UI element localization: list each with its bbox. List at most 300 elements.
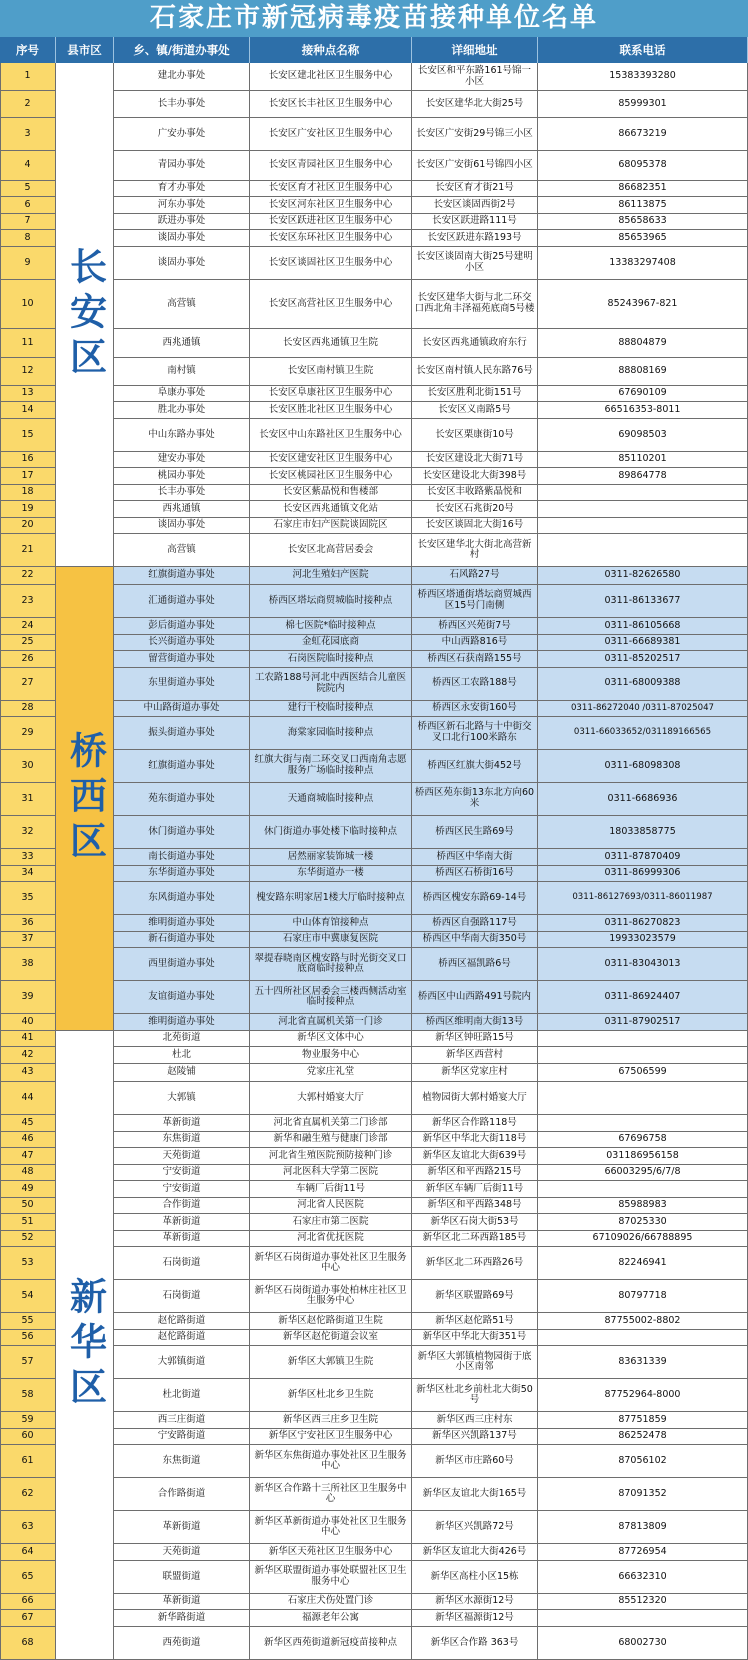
site-name-cell: 新华区大郭镇卫生院 [250, 1346, 412, 1379]
subdistrict-cell: 杜北 [114, 1047, 250, 1064]
subdistrict-cell: 合作街道 [114, 1198, 250, 1215]
site-name-cell: 长安区桃园社区卫生服务中心 [250, 468, 412, 485]
site-name-cell: 长安区跃进社区卫生服务中心 [250, 214, 412, 231]
subdistrict-cell: 彭后街道办事处 [114, 618, 250, 635]
address-cell: 植物园街大郭村婚宴大厅 [412, 1082, 538, 1115]
address-cell: 长安区胜利北街151号 [412, 386, 538, 403]
address-cell: 新华区中华北大街351号 [412, 1330, 538, 1347]
phone-cell: 0311-6686936 [538, 783, 748, 816]
address-cell: 长安区西兆通镇政府东行 [412, 329, 538, 357]
site-name-cell: 长安区紫晶悦和售楼部 [250, 485, 412, 502]
site-name-cell: 新华和融生殖与健康门诊部 [250, 1132, 412, 1149]
phone-cell: 0311-83043013 [538, 948, 748, 981]
phone-cell: 67696758 [538, 1132, 748, 1149]
serial-cell: 36 [0, 915, 56, 932]
phone-cell [538, 1181, 748, 1198]
phone-cell: 87752964-8000 [538, 1379, 748, 1412]
subdistrict-cell: 西兆通镇 [114, 329, 250, 357]
serial-cell: 64 [0, 1544, 56, 1561]
address-cell: 长安区建华大街与北二环交口西北角丰泽福苑底商5号楼 [412, 280, 538, 330]
subdistrict-cell: 留营街道办事处 [114, 651, 250, 668]
subdistrict-cell: 大郭镇 [114, 1082, 250, 1115]
address-cell: 新华区福源街12号 [412, 1610, 538, 1627]
site-name-cell: 石家庄犬伤处置门诊 [250, 1594, 412, 1611]
serial-cell: 30 [0, 750, 56, 783]
phone-cell: 87056102 [538, 1445, 748, 1478]
phone-cell: 87751859 [538, 1412, 748, 1429]
phone-cell [538, 1082, 748, 1115]
site-name-cell: 新华区东焦街道办事处社区卫生服务中心 [250, 1445, 412, 1478]
phone-cell: 87091352 [538, 1478, 748, 1511]
site-name-cell: 长安区建北社区卫生服务中心 [250, 63, 412, 91]
serial-cell: 26 [0, 651, 56, 668]
site-name-cell: 新华区赵佗路街道卫生院 [250, 1313, 412, 1330]
site-name-cell: 长安区胜北社区卫生服务中心 [250, 402, 412, 419]
subdistrict-cell: 宁安街道 [114, 1165, 250, 1182]
site-name-cell: 棉七医院*临时接种点 [250, 618, 412, 635]
address-cell: 桥西区维明南大街13号 [412, 1014, 538, 1031]
serial-cell: 46 [0, 1132, 56, 1149]
serial-cell: 67 [0, 1610, 56, 1627]
subdistrict-cell: 高营镇 [114, 280, 250, 330]
address-cell: 长安区广安街29号锦三小区 [412, 118, 538, 151]
address-cell: 长安区建设北大街398号 [412, 468, 538, 485]
header-district: 县市区 [56, 37, 114, 63]
phone-cell: 031186956158 [538, 1148, 748, 1165]
subdistrict-cell: 赵佗路街道 [114, 1330, 250, 1347]
site-name-cell: 河北省直属机关第二门诊部 [250, 1115, 412, 1132]
address-cell: 长安区广安街61号锦四小区 [412, 151, 538, 180]
address-cell: 新华区北二环西路185号 [412, 1231, 538, 1248]
site-name-cell: 河北省生殖医院预防接种门诊 [250, 1148, 412, 1165]
subdistrict-cell: 革新街道 [114, 1115, 250, 1132]
subdistrict-cell: 长丰办事处 [114, 485, 250, 502]
subdistrict-cell: 赵陵铺 [114, 1064, 250, 1083]
subdistrict-cell: 东焦街道 [114, 1132, 250, 1149]
serial-cell: 51 [0, 1214, 56, 1231]
address-cell: 桥西区槐安东路69-14号 [412, 882, 538, 915]
serial-cell: 59 [0, 1412, 56, 1429]
address-cell: 桥西区福凯路6号 [412, 948, 538, 981]
address-cell: 桥西区中山西路491号院内 [412, 981, 538, 1014]
address-cell: 桥西区兴苑街7号 [412, 618, 538, 635]
phone-cell: 68002730 [538, 1627, 748, 1660]
phone-cell: 85658633 [538, 214, 748, 231]
serial-cell: 23 [0, 585, 56, 618]
site-name-cell: 长安区广安社区卫生服务中心 [250, 118, 412, 151]
serial-cell: 42 [0, 1047, 56, 1064]
subdistrict-cell: 东风街道办事处 [114, 882, 250, 915]
site-name-cell: 福源老年公寓 [250, 1610, 412, 1627]
phone-cell: 0311-68009388 [538, 668, 748, 701]
phone-cell: 19933023579 [538, 932, 748, 949]
serial-cell: 21 [0, 534, 56, 567]
subdistrict-cell: 跃进办事处 [114, 214, 250, 231]
address-cell: 长安区跃进东路193号 [412, 230, 538, 247]
site-name-cell: 长安区中山东路社区卫生服务中心 [250, 419, 412, 452]
phone-cell: 0311-85202517 [538, 651, 748, 668]
address-cell: 桥西区红旗大街452号 [412, 750, 538, 783]
serial-cell: 28 [0, 701, 56, 718]
site-name-cell: 槐安路东明家居1楼大厅临时接种点 [250, 882, 412, 915]
address-cell: 长安区谈固南大街25号建明小区 [412, 247, 538, 280]
address-cell: 新华区兴凯路72号 [412, 1511, 538, 1544]
subdistrict-cell: 胜北办事处 [114, 402, 250, 419]
phone-cell: 0311-68098308 [538, 750, 748, 783]
serial-cell: 37 [0, 932, 56, 949]
serial-cell: 47 [0, 1148, 56, 1165]
site-name-cell: 新华区文体中心 [250, 1031, 412, 1048]
header-subdistrict: 乡、镇/街道办事处 [114, 37, 250, 63]
site-name-cell: 新华区宁安社区卫生服务中心 [250, 1429, 412, 1446]
header-site-name: 接种点名称 [250, 37, 412, 63]
subdistrict-cell: 阜康办事处 [114, 386, 250, 403]
phone-cell: 88808169 [538, 358, 748, 386]
phone-cell: 66003295/6/7/8 [538, 1165, 748, 1182]
phone-cell [538, 1047, 748, 1064]
address-cell: 长安区谈固北大街16号 [412, 518, 538, 535]
address-cell: 桥西区永安街160号 [412, 701, 538, 718]
site-name-cell: 长安区阜康社区卫生服务中心 [250, 386, 412, 403]
serial-cell: 49 [0, 1181, 56, 1198]
phone-cell: 86252478 [538, 1429, 748, 1446]
subdistrict-cell: 育才办事处 [114, 181, 250, 198]
site-name-cell: 长安区南村镇卫生院 [250, 358, 412, 386]
phone-cell: 86673219 [538, 118, 748, 151]
serial-cell: 39 [0, 981, 56, 1014]
address-cell: 新华区友谊北大街639号 [412, 1148, 538, 1165]
district-cell [56, 567, 114, 1030]
address-cell: 新华区合作路118号 [412, 1115, 538, 1132]
serial-cell: 22 [0, 567, 56, 585]
address-cell: 新华区合作路 363号 [412, 1627, 538, 1660]
site-name-cell: 金虹花园底商 [250, 635, 412, 652]
phone-cell: 0311-86924407 [538, 981, 748, 1014]
serial-cell: 25 [0, 635, 56, 652]
site-name-cell: 长安区河东社区卫生服务中心 [250, 197, 412, 214]
subdistrict-cell: 南村镇 [114, 358, 250, 386]
phone-cell: 87025330 [538, 1214, 748, 1231]
serial-cell: 16 [0, 452, 56, 469]
phone-cell: 15383393280 [538, 63, 748, 91]
address-cell: 新华区友谊北大街165号 [412, 1478, 538, 1511]
address-cell: 桥西区中华南大街 [412, 849, 538, 866]
address-cell: 桥西区苑东街13东北方向60米 [412, 783, 538, 816]
subdistrict-cell: 振头街道办事处 [114, 717, 250, 750]
serial-cell: 43 [0, 1064, 56, 1083]
subdistrict-cell: 东华街道办事处 [114, 866, 250, 883]
subdistrict-cell: 宁安街道 [114, 1181, 250, 1198]
serial-cell: 66 [0, 1594, 56, 1611]
address-cell: 长安区丰收路紫晶悦和 [412, 485, 538, 502]
address-cell: 新华区西营村 [412, 1047, 538, 1064]
district-name: 桥西区 [63, 731, 107, 867]
site-name-cell: 新华区天苑社区卫生服务中心 [250, 1544, 412, 1561]
phone-cell: 13383297408 [538, 247, 748, 280]
serial-cell: 52 [0, 1231, 56, 1248]
phone-cell: 85110201 [538, 452, 748, 469]
phone-cell: 0311-87870409 [538, 849, 748, 866]
subdistrict-cell: 革新街道 [114, 1511, 250, 1544]
site-name-cell: 东华街道办一楼 [250, 866, 412, 883]
serial-cell: 44 [0, 1082, 56, 1115]
phone-cell: 87813809 [538, 1511, 748, 1544]
address-cell: 新华区和平西路348号 [412, 1198, 538, 1215]
phone-cell: 0311-66033652/031189166565 [538, 717, 748, 750]
subdistrict-cell: 天苑街道 [114, 1148, 250, 1165]
phone-cell [538, 485, 748, 502]
phone-cell: 0311-86999306 [538, 866, 748, 883]
site-name-cell: 石家庄市中冀康复医院 [250, 932, 412, 949]
serial-cell: 56 [0, 1330, 56, 1347]
address-cell: 长安区育才街21号 [412, 181, 538, 198]
phone-cell: 86682351 [538, 181, 748, 198]
serial-cell: 68 [0, 1627, 56, 1660]
site-name-cell: 红旗大街与南二环交叉口西南角志愿服务广场临时接种点 [250, 750, 412, 783]
phone-cell: 66516353-8011 [538, 402, 748, 419]
address-cell: 桥西区民生路69号 [412, 816, 538, 849]
phone-cell: 86113875 [538, 197, 748, 214]
serial-cell: 57 [0, 1346, 56, 1379]
district-name: 长安区 [63, 247, 107, 383]
address-cell: 长安区谈固西街2号 [412, 197, 538, 214]
subdistrict-cell: 维明街道办事处 [114, 1014, 250, 1031]
site-name-cell: 石岗医院临时接种点 [250, 651, 412, 668]
phone-cell: 0311-86272040 /0311-87025047 [538, 701, 748, 718]
subdistrict-cell: 革新街道 [114, 1214, 250, 1231]
site-name-cell: 物业服务中心 [250, 1047, 412, 1064]
address-cell: 桥西区塔通街塔坛商贸城西区15号门南侧 [412, 585, 538, 618]
subdistrict-cell: 大郭镇街道 [114, 1346, 250, 1379]
subdistrict-cell: 石岗街道 [114, 1247, 250, 1280]
serial-cell: 62 [0, 1478, 56, 1511]
phone-cell [538, 1330, 748, 1347]
phone-cell: 83631339 [538, 1346, 748, 1379]
site-name-cell: 党家庄礼堂 [250, 1064, 412, 1083]
phone-cell: 0311-87902517 [538, 1014, 748, 1031]
district-cell [56, 1031, 114, 1660]
subdistrict-cell: 广安办事处 [114, 118, 250, 151]
serial-cell: 33 [0, 849, 56, 866]
subdistrict-cell: 建北办事处 [114, 63, 250, 91]
serial-cell: 35 [0, 882, 56, 915]
subdistrict-cell: 西兆通镇 [114, 501, 250, 518]
subdistrict-cell: 北苑街道 [114, 1031, 250, 1048]
address-cell: 新华区大郭镇植物园街于底小区南邻 [412, 1346, 538, 1379]
site-name-cell: 工农路188号河北中西医结合儿童医院院内 [250, 668, 412, 701]
serial-cell: 45 [0, 1115, 56, 1132]
subdistrict-cell: 中山路街道办事处 [114, 701, 250, 718]
address-cell: 新华区市庄路60号 [412, 1445, 538, 1478]
site-name-cell: 新华区西苑街道新冠疫苗接种点 [250, 1627, 412, 1660]
subdistrict-cell: 西三庄街道 [114, 1412, 250, 1429]
site-name-cell: 河北省人民医院 [250, 1198, 412, 1215]
site-name-cell: 长安区高营社区卫生服务中心 [250, 280, 412, 330]
subdistrict-cell: 建安办事处 [114, 452, 250, 469]
address-cell: 长安区南村镇人民东路76号 [412, 358, 538, 386]
site-name-cell: 桥西区塔坛商贸城临时接种点 [250, 585, 412, 618]
site-name-cell: 大郭村婚宴大厅 [250, 1082, 412, 1115]
site-name-cell: 河北省优抚医院 [250, 1231, 412, 1248]
site-name-cell: 翠提春晓南区槐安路与时光街交叉口底商临时接种点 [250, 948, 412, 981]
site-name-cell: 休门街道办事处楼下临时接种点 [250, 816, 412, 849]
serial-cell: 14 [0, 402, 56, 419]
serial-cell: 31 [0, 783, 56, 816]
serial-cell: 55 [0, 1313, 56, 1330]
subdistrict-cell: 杜北街道 [114, 1379, 250, 1412]
phone-cell: 82246941 [538, 1247, 748, 1280]
site-name-cell: 新华区革新街道办事处社区卫生服务中心 [250, 1511, 412, 1544]
address-cell: 桥西区工农路188号 [412, 668, 538, 701]
serial-cell: 60 [0, 1429, 56, 1446]
subdistrict-cell: 赵佗路街道 [114, 1313, 250, 1330]
district-cell [56, 63, 114, 567]
subdistrict-cell: 中山东路办事处 [114, 419, 250, 452]
subdistrict-cell: 革新街道 [114, 1594, 250, 1611]
serial-cell: 29 [0, 717, 56, 750]
serial-cell: 18 [0, 485, 56, 502]
header-address: 详细地址 [412, 37, 538, 63]
phone-cell: 68095378 [538, 151, 748, 180]
address-cell: 长安区栗康街10号 [412, 419, 538, 452]
serial-cell: 3 [0, 118, 56, 151]
phone-cell [538, 1031, 748, 1048]
phone-cell: 66632310 [538, 1561, 748, 1594]
address-cell: 新华区杜北乡前杜北大街50号 [412, 1379, 538, 1412]
phone-cell: 85512320 [538, 1594, 748, 1611]
subdistrict-cell: 长兴街道办事处 [114, 635, 250, 652]
site-name-cell: 新华区石岗街道办事处社区卫生服务中心 [250, 1247, 412, 1280]
header-phone: 联系电话 [538, 37, 748, 63]
serial-cell: 61 [0, 1445, 56, 1478]
serial-cell: 27 [0, 668, 56, 701]
serial-cell: 5 [0, 181, 56, 198]
phone-cell [538, 518, 748, 535]
phone-cell: 0311-86105668 [538, 618, 748, 635]
subdistrict-cell: 红旗街道办事处 [114, 567, 250, 585]
subdistrict-cell: 西苑街道 [114, 1627, 250, 1660]
serial-cell: 50 [0, 1198, 56, 1215]
site-name-cell: 长安区青园社区卫生服务中心 [250, 151, 412, 180]
address-cell: 新华区车辆厂后街11号 [412, 1181, 538, 1198]
address-cell: 新华区水源街12号 [412, 1594, 538, 1611]
phone-cell: 80797718 [538, 1280, 748, 1313]
address-cell: 新华区友谊北大街426号 [412, 1544, 538, 1561]
serial-cell: 10 [0, 280, 56, 330]
serial-cell: 53 [0, 1247, 56, 1280]
site-name-cell: 天通商城临时接种点 [250, 783, 412, 816]
subdistrict-cell: 休门街道办事处 [114, 816, 250, 849]
address-cell: 长安区和平东路161号锦一小区 [412, 63, 538, 91]
address-cell: 新华区中华北大街118号 [412, 1132, 538, 1149]
site-name-cell: 河北生殖妇产医院 [250, 567, 412, 585]
serial-cell: 54 [0, 1280, 56, 1313]
site-name-cell: 五十四所社区居委会三楼西侧活动室临时接种点 [250, 981, 412, 1014]
phone-cell: 89864778 [538, 468, 748, 485]
serial-cell: 6 [0, 197, 56, 214]
address-cell: 新华区和平西路215号 [412, 1165, 538, 1182]
table-left-border [0, 63, 1, 1660]
address-cell: 长安区石兆街20号 [412, 501, 538, 518]
serial-cell: 11 [0, 329, 56, 357]
serial-cell: 9 [0, 247, 56, 280]
subdistrict-cell: 谈固办事处 [114, 518, 250, 535]
address-cell: 新华区兴凯路137号 [412, 1429, 538, 1446]
serial-cell: 8 [0, 230, 56, 247]
subdistrict-cell: 红旗街道办事处 [114, 750, 250, 783]
phone-cell: 85243967-821 [538, 280, 748, 330]
site-name-cell: 新华区石岗街道办事处柏林庄社区卫生服务中心 [250, 1280, 412, 1313]
address-cell: 桥西区中华南大街350号 [412, 932, 538, 949]
subdistrict-cell: 桃园办事处 [114, 468, 250, 485]
phone-cell: 85988983 [538, 1198, 748, 1215]
subdistrict-cell: 东里街道办事处 [114, 668, 250, 701]
subdistrict-cell: 谈固办事处 [114, 230, 250, 247]
address-cell: 长安区建华北大街25号 [412, 91, 538, 118]
subdistrict-cell: 革新街道 [114, 1231, 250, 1248]
phone-cell [538, 501, 748, 518]
subdistrict-cell: 南长街道办事处 [114, 849, 250, 866]
serial-cell: 34 [0, 866, 56, 883]
serial-cell: 20 [0, 518, 56, 535]
address-cell: 新华区联盟路69号 [412, 1280, 538, 1313]
serial-cell: 58 [0, 1379, 56, 1412]
serial-cell: 17 [0, 468, 56, 485]
address-cell: 新华区石岗大街53号 [412, 1214, 538, 1231]
serial-cell: 1 [0, 63, 56, 91]
phone-cell: 69098503 [538, 419, 748, 452]
subdistrict-cell: 联盟街道 [114, 1561, 250, 1594]
address-cell: 新华区党家庄村 [412, 1064, 538, 1083]
address-cell: 新华区钟旺路15号 [412, 1031, 538, 1048]
subdistrict-cell: 维明街道办事处 [114, 915, 250, 932]
subdistrict-cell: 谈固办事处 [114, 247, 250, 280]
subdistrict-cell: 合作路街道 [114, 1478, 250, 1511]
address-cell: 新华区高柱小区15栋 [412, 1561, 538, 1594]
address-cell: 桥西区新石北路与十中街交叉口北行100米路东 [412, 717, 538, 750]
phone-cell: 85999301 [538, 91, 748, 118]
subdistrict-cell: 汇通街道办事处 [114, 585, 250, 618]
subdistrict-cell: 宁安路街道 [114, 1429, 250, 1446]
phone-cell: 0311-86127693/0311-86011987 [538, 882, 748, 915]
site-name-cell: 河北医科大学第二医院 [250, 1165, 412, 1182]
subdistrict-cell: 长丰办事处 [114, 91, 250, 118]
site-name-cell: 长安区西兆通镇文化站 [250, 501, 412, 518]
subdistrict-cell: 河东办事处 [114, 197, 250, 214]
site-name-cell: 长安区长丰社区卫生服务中心 [250, 91, 412, 118]
phone-cell: 0311-86133677 [538, 585, 748, 618]
site-name-cell: 长安区东环社区卫生服务中心 [250, 230, 412, 247]
site-name-cell: 长安区建安社区卫生服务中心 [250, 452, 412, 469]
site-name-cell: 石家庄市妇产医院谈固院区 [250, 518, 412, 535]
site-name-cell: 建行干校临时接种点 [250, 701, 412, 718]
serial-cell: 12 [0, 358, 56, 386]
serial-cell: 7 [0, 214, 56, 231]
district-name: 新华区 [63, 1277, 107, 1413]
serial-cell: 13 [0, 386, 56, 403]
serial-cell: 32 [0, 816, 56, 849]
site-name-cell: 石家庄市第二医院 [250, 1214, 412, 1231]
site-name-cell: 新华区赵佗街道会议室 [250, 1330, 412, 1347]
site-name-cell: 新华区杜北乡卫生院 [250, 1379, 412, 1412]
address-cell: 新华区赵佗路51号 [412, 1313, 538, 1330]
subdistrict-cell: 友谊街道办事处 [114, 981, 250, 1014]
phone-cell: 67506599 [538, 1064, 748, 1083]
phone-cell: 87755002-8802 [538, 1313, 748, 1330]
subdistrict-cell: 青园办事处 [114, 151, 250, 180]
address-cell: 长安区跃进路111号 [412, 214, 538, 231]
serial-cell: 41 [0, 1031, 56, 1048]
